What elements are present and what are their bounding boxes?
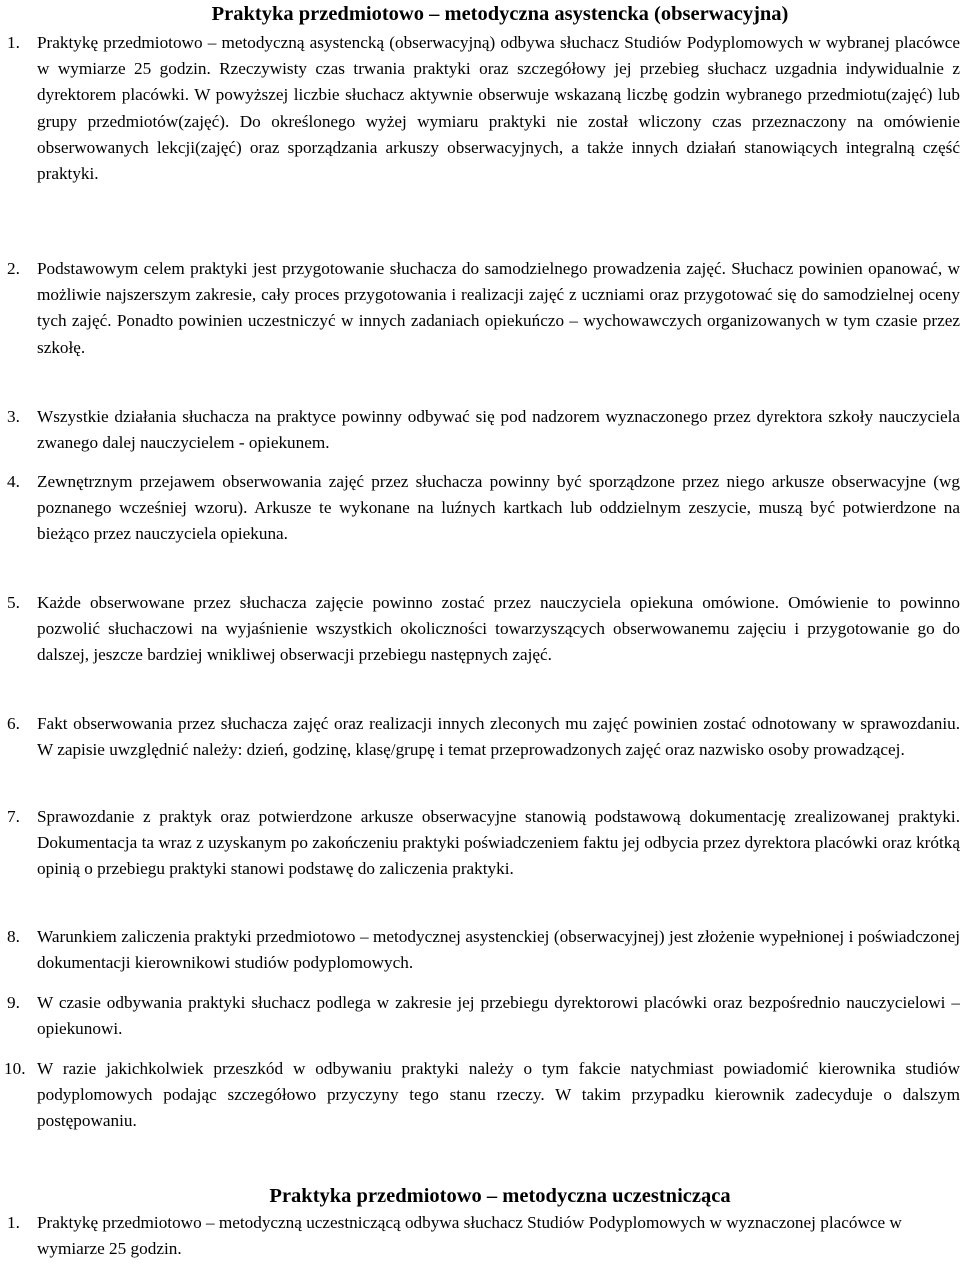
item-text: Fakt obserwowania przez słuchacza zajęć oraz realizacji innych zleconych mu zajęć powinien zostać odnotowany w sprawozdaniu. W zapisie uwzględnić należy: dzień, godzinę, klasę/grupę i temat przeprowadzonych zajęć oraz nazwisko osoby prowadzącej. bbox=[37, 714, 960, 760]
list-item bbox=[0, 924, 960, 976]
item-number: 9. bbox=[7, 993, 20, 1012]
list-item bbox=[0, 1056, 960, 1135]
item-number: 10. bbox=[4, 1059, 26, 1078]
item-number: 6. bbox=[7, 714, 20, 733]
item-number: 8. bbox=[7, 927, 20, 946]
item-text: W czasie odbywania praktyki słuchacz podlega w zakresie jej przebiegu dyrektorowi placówki oraz bezpośrednio nauczycielowi – opiekunowi. bbox=[37, 993, 960, 1039]
list-item bbox=[0, 711, 960, 763]
item-number: 2. bbox=[7, 259, 20, 278]
list-item bbox=[0, 404, 960, 456]
list-item bbox=[0, 256, 960, 361]
list-item bbox=[0, 1210, 960, 1262]
item-text: Zewnętrznym przejawem obserwowania zajęć przez słuchacza powinny być sporządzone przez niego arkusze obserwacyjne (wg poznanego wcześniej wzoru). Arkusze te wykonane na luźnych kartkach lub oddzielnym zeszycie, muszą być potwierdzone na bieżąco przez nauczyciela opiekuna. bbox=[37, 472, 960, 544]
list-item bbox=[0, 590, 960, 669]
item-number: 5. bbox=[7, 593, 20, 612]
list-item bbox=[0, 804, 960, 883]
item-number: 4. bbox=[7, 472, 20, 491]
item-text: Warunkiem zaliczenia praktyki przedmiotowo – metodycznej asystenckiej (obserwacyjnej) jest złożenie wypełnionej i poświadczonej dokumentacji kierownikowi studiów podyplomowych. bbox=[37, 927, 960, 973]
list-item bbox=[0, 30, 960, 187]
item-number: 7. bbox=[7, 807, 20, 826]
item-number: 1. bbox=[7, 1213, 20, 1232]
item-number: 3. bbox=[7, 407, 20, 426]
section-title: Praktyka przedmiotowo – metodyczna asystencka (obserwacyjna) bbox=[211, 3, 789, 25]
item-text: W razie jakichkolwiek przeszkód w odbywaniu praktyki należy o tym fakcie natychmiast powiadomić kierownika studiów podyplomowych podając szczegółowo przyczyny tego stanu rzeczy. W takim przypadku kierownik zadecyduje o dalszym postępowaniu. bbox=[37, 1059, 960, 1131]
item-text: Wszystkie działania słuchacza na praktyce powinny odbywać się pod nadzorem wyznaczonego przez dyrektora szkoły nauczyciela zwanego dalej nauczycielem - opiekunem. bbox=[37, 407, 960, 453]
item-number: 1. bbox=[7, 33, 20, 52]
list-item bbox=[0, 990, 960, 1042]
item-text: Praktykę przedmiotowo – metodyczną asystencką (obserwacyjną) odbywa słuchacz Studiów Podyplomowych w wybranej placówce w wymiarze 25 godzin. Rzeczywisty czas trwania praktyki oraz szczegółowy jej przebieg słuchacz uzgadnia indywidualnie z dyrektorem placówki. W powyższej liczbie słuchacz aktywnie obserwuje wskazaną liczbę godzin wybranego przedmiotu(zajęć) lub grupy przedmiotów(zajęć). Do określonego wyżej wymiaru praktyki nie został wliczony czas przeznaczony na omówienie obserwowanych lekcji(zajęć) oraz sporządzania arkuszy obserwacyjnych, a także innych działań stanowiących integralną część praktyki. bbox=[37, 33, 960, 184]
item-text: Każde obserwowane przez słuchacza zajęcie powinno zostać przez nauczyciela opiekuna omówione. Omówienie to powinno pozwolić słuchaczowi na wyjaśnienie wszystkich okoliczności towarzyszących obserwowanemu zajęciu i przygotowanie go do dalszej, jeszcze bardziej wnikliwej obserwacji przebiegu następnych zajęć. bbox=[37, 593, 960, 665]
item-text: Podstawowym celem praktyki jest przygotowanie słuchacza do samodzielnego prowadzenia zajęć. Słuchacz powinien opanować, w możliwie najszerszym zakresie, cały proces przygotowania i realizacji zajęć z uczniami oraz przygotować się do samodzielnej oceny tych zajęć. Ponadto powinien uczestniczyć w innych zadaniach opiekuńczo – wychowawczych organizowanych w tym czasie przez szkołę. bbox=[37, 259, 960, 357]
item-text: Sprawozdanie z praktyk oraz potwierdzone arkusze obserwacyjne stanowią podstawową dokumentację zrealizowanej praktyki. Dokumentacja ta wraz z uzyskanym po zakończeniu praktyki poświadczeniem faktu jej odbycia przez dyrektora placówki oraz krótką opinią o przebiegu praktyki stanowi podstawę do zaliczenia praktyki. bbox=[37, 807, 960, 879]
list-item bbox=[0, 469, 960, 548]
section-title: Praktyka przedmiotowo – metodyczna uczestnicząca bbox=[269, 1185, 731, 1207]
item-text: Praktykę przedmiotowo – metodyczną uczestniczącą odbywa słuchacz Studiów Podyplomowych w wyznaczonej placówce w wymiarze 25 godzin. bbox=[37, 1213, 902, 1259]
